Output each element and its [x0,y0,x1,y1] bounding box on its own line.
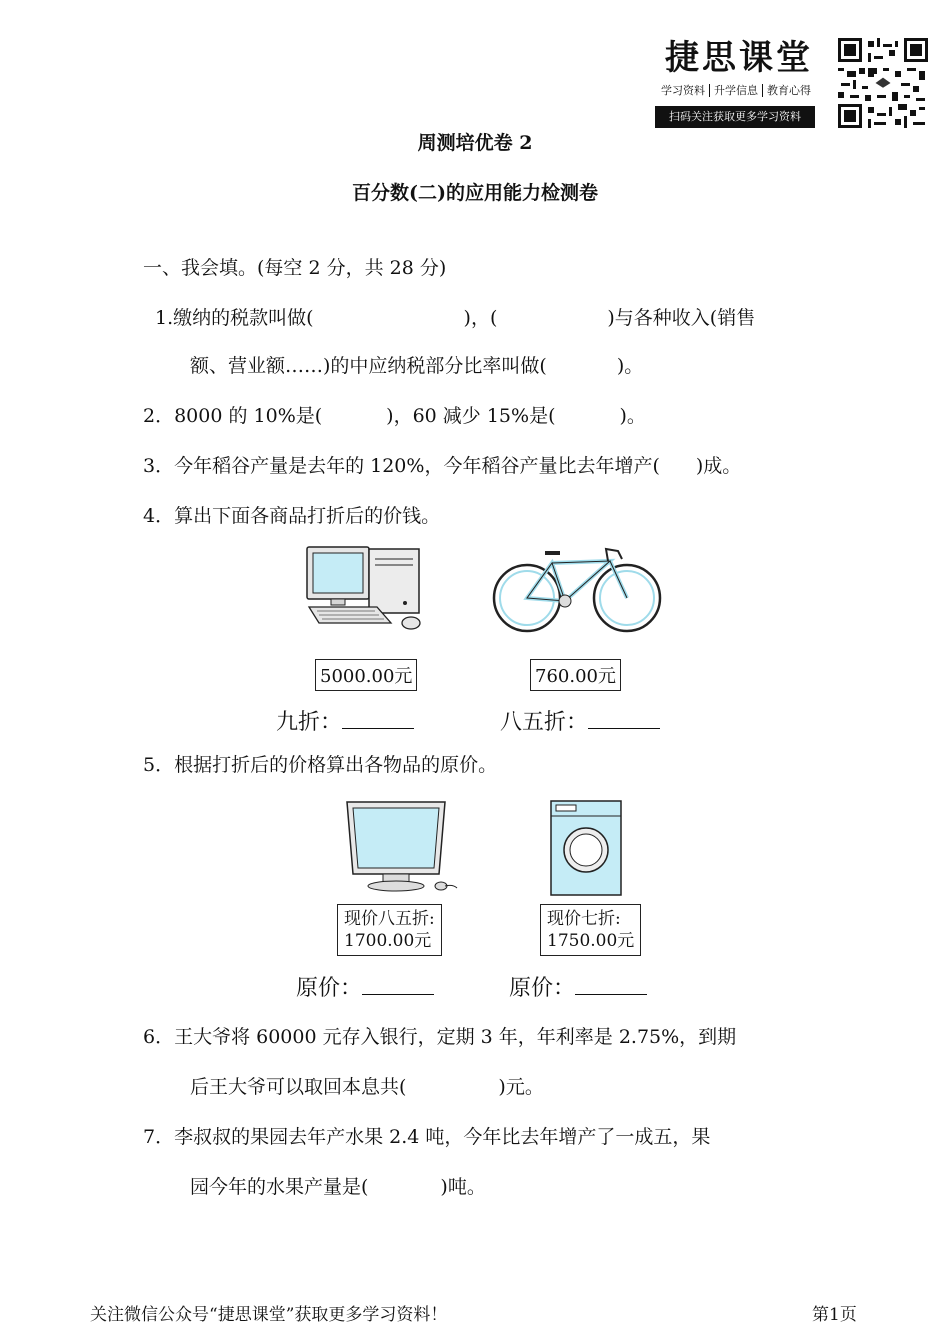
q2-text: )，60 减少 15%是( [386,405,556,427]
q7-text: 园今年的水果产量是( [190,1176,369,1198]
question-1-line-1 [155,306,755,330]
monitor-icon [335,800,460,895]
answer-line[interactable] [575,976,647,995]
q7-text: )吨。 [440,1176,486,1198]
discount-label: 九折： [276,710,343,735]
q1-text: )与各种收入(销售 [607,307,756,329]
q1-text: )，( [463,307,498,329]
original-price-answer [296,971,434,1002]
brand-tag: 教育心得 [762,84,815,97]
page-title: 周测培优卷 2 [417,132,533,154]
computer-icon [305,545,425,635]
question-7-line-2 [190,1175,486,1199]
qr-code-icon[interactable] [838,38,928,128]
washing-machine-icon [550,800,622,896]
brand-tag: 学习资料 [661,84,705,97]
brand-tags [657,82,815,98]
page-subtitle: 百分数(二)的应用能力检测卷 [352,182,598,204]
q1-text: 额、营业额……)的中应纳税部分比率叫做( [190,355,547,377]
bicycle-icon [490,543,665,635]
scan-banner: 扫码关注获取更多学习资料 [655,106,815,128]
price-tag-line: 现价八五折: [344,909,435,929]
q1-text: )。 [616,355,644,377]
original-price-label: 原价： [509,976,576,1001]
brand-name: 捷思课堂 [665,38,813,78]
discount-label: 八五折： [500,710,589,735]
price-tag [337,904,442,956]
q2-text: )。 [619,405,646,427]
answer-line[interactable] [342,710,414,729]
discount-answer [500,705,660,736]
question-6-line-2 [190,1075,544,1099]
original-price-label: 原价： [296,976,363,1001]
question-4: 4．算出下面各商品打折后的价钱。 [143,505,441,527]
price-tag: 760.00元 [530,659,621,691]
answer-line[interactable] [588,710,660,729]
section-heading: 一、我会填。(每空 2 分，共 28 分) [143,257,447,279]
discount-answer [276,705,414,736]
price-tag: 5000.00元 [315,659,417,691]
page-number: 第1页 [812,1305,857,1325]
question-2 [143,404,646,428]
question-6-line-1: 6．王大爷将 60000 元存入银行，定期 3 年，年利率是 2.75%，到期 [143,1026,737,1048]
question-5: 5．根据打折后的价格算出各物品的原价。 [143,754,498,776]
price-tag-line: 1750.00元 [547,931,635,951]
footer-promo: 关注微信公众号“捷思课堂”获取更多学习资料！ [90,1305,448,1325]
price-tag-line: 1700.00元 [344,931,432,951]
q3-text: 3．今年稻谷产量是去年的 120%，今年稻谷产量比去年增产( [143,455,660,477]
q2-text: 2．8000 的 10%是( [143,405,323,427]
q6-text: )元。 [498,1076,544,1098]
answer-line[interactable] [362,976,434,995]
q1-text: 1.缴纳的税款叫做( [155,307,314,329]
brand-tag: 升学信息 [709,84,762,97]
question-1-line-2 [190,354,643,378]
price-tag-line: 现价七折: [547,909,621,929]
question-3 [143,454,741,478]
q6-text: 后王大爷可以取回本息共( [190,1076,407,1098]
question-7-line-1: 7．李叔叔的果园去年产水果 2.4 吨，今年比去年增产了一成五，果 [143,1126,711,1148]
original-price-answer [509,971,647,1002]
price-tag [540,904,641,956]
q3-text: )成。 [695,455,742,477]
